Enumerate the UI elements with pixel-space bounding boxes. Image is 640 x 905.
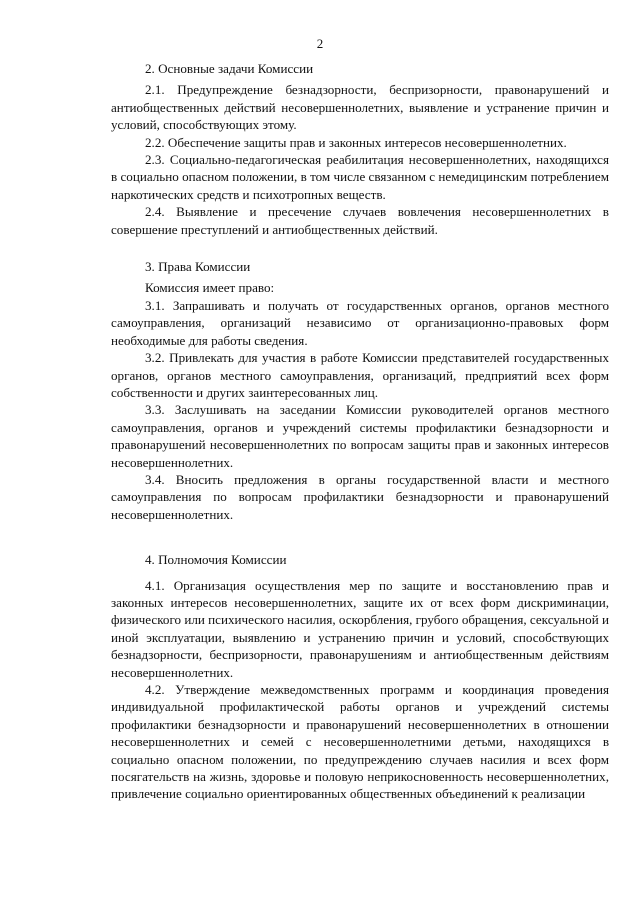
- paragraph: 4.2. Утверждение межведомственных программ и координация проведения индивидуальной профилактической работы органов и учреждений системы профилактики безнадзорности и правонарушений несовершеннолетних в отношении несовершеннолетних и семей с несовершеннолетними детьми, находящихся в социально опасном положении, по предупреждению случаев насилия и всех форм посягательств на жизнь, здоровье и половую неприкосновенность несовершеннолетних, привлечение социально ориентированных общественных объединений к реализации: [111, 682, 609, 802]
- section-powers: [111, 551, 609, 803]
- paragraph: 3.1. Запрашивать и получать от государственных органов, органов местного самоуправления, организаций независимо от организационно-правовых форм необходимые для работы сведения.: [111, 297, 609, 348]
- section-tasks: [111, 60, 609, 238]
- page-number: 2: [316, 36, 324, 51]
- paragraph: 2.1. Предупреждение безнадзорности, беспризорности, правонарушений и антиобщественных действий несовершеннолетних, выявление и устранение причин и условий, способствующих этому.: [111, 82, 609, 133]
- section-heading: 2. Основные задачи Комиссии: [145, 61, 314, 76]
- section-rights: [111, 258, 609, 523]
- section-heading: 3. Права Комиссии: [145, 259, 251, 275]
- paragraph: 2.4. Выявление и пресечение случаев вовлечения несовершеннолетних в совершение преступлений и антиобщественных действий.: [111, 204, 609, 237]
- paragraph: 2.2. Обеспечение защиты прав и законных интересов несовершеннолетних.: [145, 134, 567, 150]
- section-intro: Комиссия имеет право:: [145, 280, 275, 296]
- paragraph: 4.1. Организация осуществления мер по защите и восстановлению прав и законных интересов несовершеннолетних, защите их от всех форм дискриминации, физического или психического насилия, оскорбления, грубого обращения, сексуальной и иной эксплуатации, выявлению и устранению причин и условий, способствующих безнадзорности, беспризорности, правонарушениям и антиобщественным действиям несовершеннолетних.: [111, 577, 609, 680]
- document-body: [111, 60, 609, 803]
- paragraph: 2.3. Социально-педагогическая реабилитация несовершеннолетних, находящихся в социально опасном положении, в том числе связанном с немедицинским потреблением наркотических средств и психотропных веществ.: [111, 152, 609, 202]
- paragraph: 3.4. Вносить предложения в органы государственной власти и местного самоуправления по вопросам профилактики безнадзорности и правонарушений несовершеннолетних.: [111, 471, 609, 522]
- section-heading: 4. Полномочия Комиссии: [145, 552, 287, 568]
- paragraph: 3.3. Заслушивать на заседании Комиссии руководителей органов местного самоуправления, органов и учреждений системы профилактики безнадзорности и правонарушений несовершеннолетних по вопросам защиты прав и законных интересов несовершеннолетних.: [111, 402, 609, 470]
- paragraph: 3.2. Привлекать для участия в работе Комиссии представителей государственных органов, органов местного самоуправления, организаций, предприятий всех форм собственности и других заинтересованных лиц.: [111, 350, 609, 400]
